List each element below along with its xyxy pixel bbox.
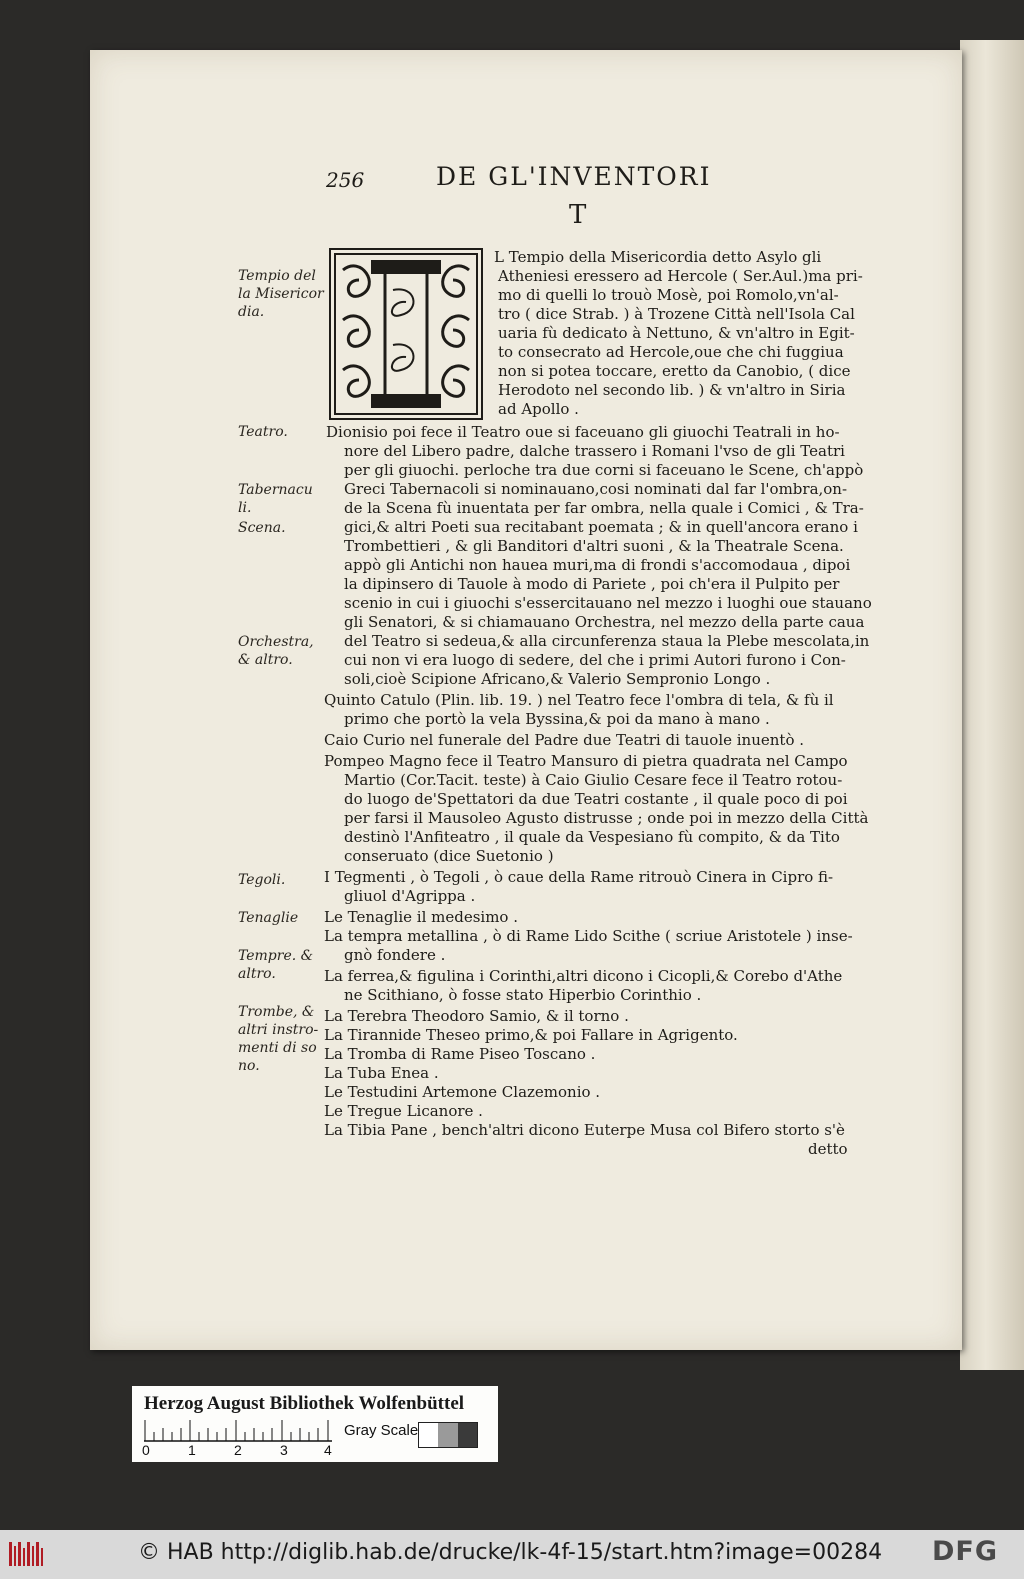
scale-number: 3 (280, 1442, 288, 1458)
body-line: de la Scena fù inuentata per far ombra, nella quale i Comici , & Tra- (344, 499, 864, 517)
body-line: del Teatro si sedeua,& alla circunferenza staua la Plebe mescolata,in (344, 632, 870, 650)
body-line: Atheniesi eressero ad Hercole ( Ser.Aul.)ma pri- (498, 267, 863, 285)
body-line: cui non vi era luogo di sedere, del che i primi Autori furono i Con- (344, 651, 846, 669)
body-line: non si potea toccare, eretto da Canobio, ( dice (498, 362, 851, 380)
footer-bar (0, 1530, 1024, 1579)
section-letter: T (569, 200, 587, 230)
hab-barcode-logo-icon (8, 1540, 44, 1568)
body-line: La Terebra Theodoro Samio, & il torno . (324, 1007, 629, 1025)
body-line: do luogo de'Spettatori da due Teatri costante , il quale poco di poi (344, 790, 848, 808)
margin-note-teatro: Teatro. (238, 424, 288, 440)
body-line: gliuol d'Agrippa . (344, 887, 476, 905)
body-line: tro ( dice Strab. ) à Trozene Città nell'Isola Cal (498, 305, 855, 323)
body-line: La Tirannide Theseo primo,& poi Fallare in Agrigento. (324, 1026, 738, 1044)
body-line: appò gli Antichi non hauea muri,ma di frondi s'accomodaua , dipoi (344, 556, 851, 574)
margin-note-tegoli: Tegoli. (238, 872, 286, 888)
body-line: La Tibia Pane , bench'altri dicono Euterpe Musa col Bifero storto s'è (324, 1121, 845, 1139)
scale-number: 2 (234, 1442, 242, 1458)
body-line: Le Tenaglie il medesimo . (324, 908, 518, 926)
margin-note-tempio: Tempio del la Misericor dia. (238, 268, 324, 320)
body-line: ne Scithiano, ò fosse stato Hiperbio Corinthio . (344, 986, 702, 1004)
footer-url: © HAB http://diglib.hab.de/drucke/lk-4f-15/start.htm?image=00284 (138, 1540, 883, 1565)
body-line: conseruato (dice Suetonio ) (344, 847, 554, 865)
body-line: Le Testudini Artemone Clazemonio . (324, 1083, 601, 1101)
body-line: la dipinsero di Tauole à modo di Pariete , poi ch'era il Pulpito per (344, 575, 840, 593)
body-line: soli,cioè Scipione Africano,& Valerio Sempronio Longo . (344, 670, 771, 688)
page-number: 256 (326, 168, 365, 192)
body-line: primo che portò la vela Byssina,& poi da mano à mano . (344, 710, 770, 728)
body-line: La Tromba di Rame Piseo Toscano . (324, 1045, 596, 1063)
body-line: uaria fù dedicato à Nettuno, & vn'altro in Egit- (498, 324, 855, 342)
running-title: DE GL'INVENTORI (436, 162, 712, 191)
library-name: Herzog August Bibliothek Wolfenbüttel (144, 1393, 465, 1414)
margin-note-tenaglie: Tenaglie (238, 910, 299, 926)
body-line: per gli giuochi. perloche tra due corni si faceuano le Scene, ch'appò (344, 461, 864, 479)
body-line: L Tempio della Misericordia detto Asylo gli (494, 248, 822, 266)
scale-number: 4 (324, 1442, 332, 1458)
body-line: Greci Tabernacoli si nominauano,cosi nominati dal far l'ombra,on- (344, 480, 848, 498)
scale-number: 0 (142, 1442, 150, 1458)
body-line: destinò l'Anfiteatro , il quale da Vespesiano fù compito, & da Tito (344, 828, 840, 846)
facing-page-edge (960, 40, 1024, 1370)
body-line: Martio (Cor.Tacit. teste) à Caio Giulio Cesare fece il Teatro rotou- (344, 771, 843, 789)
body-line: Pompeo Magno fece il Teatro Mansuro di pietra quadrata nel Campo (324, 752, 848, 770)
body-text (90, 50, 962, 1350)
body-line: Caio Curio nel funerale del Padre due Teatri di tauole inuentò . (324, 731, 805, 749)
body-line: La ferrea,& figulina i Corinthi,altri dicono i Cicopli,& Corebo d'Athe (324, 967, 843, 985)
body-line: I Tegmenti , ò Tegoli , ò caue della Rame ritrouò Cinera in Cipro fi- (324, 868, 834, 886)
body-line: nore del Libero padre, dalche trassero i Romani l'vso de gli Teatri (344, 442, 845, 460)
gray-patch (438, 1423, 457, 1447)
body-line: Dionisio poi fece il Teatro oue si faceuano gli giuochi Teatrali in ho- (326, 423, 840, 441)
margin-note-orchestra: Orchestra, & altro. (238, 634, 314, 668)
gray-patch (458, 1423, 477, 1447)
margin-note-tabernacoli: Tabernacu li. (238, 482, 313, 516)
body-line: gnò fondere . (344, 946, 446, 964)
body-line: La tempra metallina , ò di Rame Lido Scithe ( scriue Aristotele ) inse- (324, 927, 853, 945)
margin-note-trombe: Trombe, & altri instro- menti di so no. (238, 1004, 319, 1074)
gray-scale-patches (418, 1422, 478, 1448)
library-scale-card (132, 1386, 498, 1462)
body-line: per farsi il Mausoleo Agusto distrusse ; onde poi in mezzo della Città (344, 809, 869, 827)
body-line: Herodoto nel secondo lib. ) & vn'altro in Siria (498, 381, 846, 399)
ruler-icon (144, 1420, 332, 1442)
body-line: Le Tregue Licanore . (324, 1102, 483, 1120)
body-line: gici,& altri Poeti sua recitabant poemata ; & in quell'ancora erano i (344, 518, 858, 536)
body-line: ad Apollo . (498, 400, 579, 418)
scale-number: 1 (188, 1442, 196, 1458)
book-page (90, 50, 962, 1350)
gray-patch (419, 1423, 438, 1447)
margin-note-scena: Scena. (238, 520, 286, 536)
body-line: Quinto Catulo (Plin. lib. 19. ) nel Teatro fece l'ombra di tela, & fù il (324, 691, 834, 709)
body-line: La Tuba Enea . (324, 1064, 439, 1082)
body-line: to consecrato ad Hercole,oue che chi fuggiua (498, 343, 844, 361)
body-line: gli Senatori, & si chiamauano Orchestra, nel mezzo della parte caua (344, 613, 865, 631)
catchword: detto (808, 1140, 848, 1158)
body-line: mo di quelli lo trouò Mosè, poi Romolo,vn'al- (498, 286, 839, 304)
dfg-logo: DFG (932, 1536, 999, 1567)
body-line: Trombettieri , & gli Banditori d'altri suoni , & la Theatrale Scena. (344, 537, 844, 555)
margin-note-tempre: Tempre. & altro. (238, 948, 314, 982)
gray-scale-label: Gray Scale (344, 1422, 419, 1439)
body-line: scenio in cui i giuochi s'essercitauano nel mezzo i luoghi oue stauano (344, 594, 872, 612)
